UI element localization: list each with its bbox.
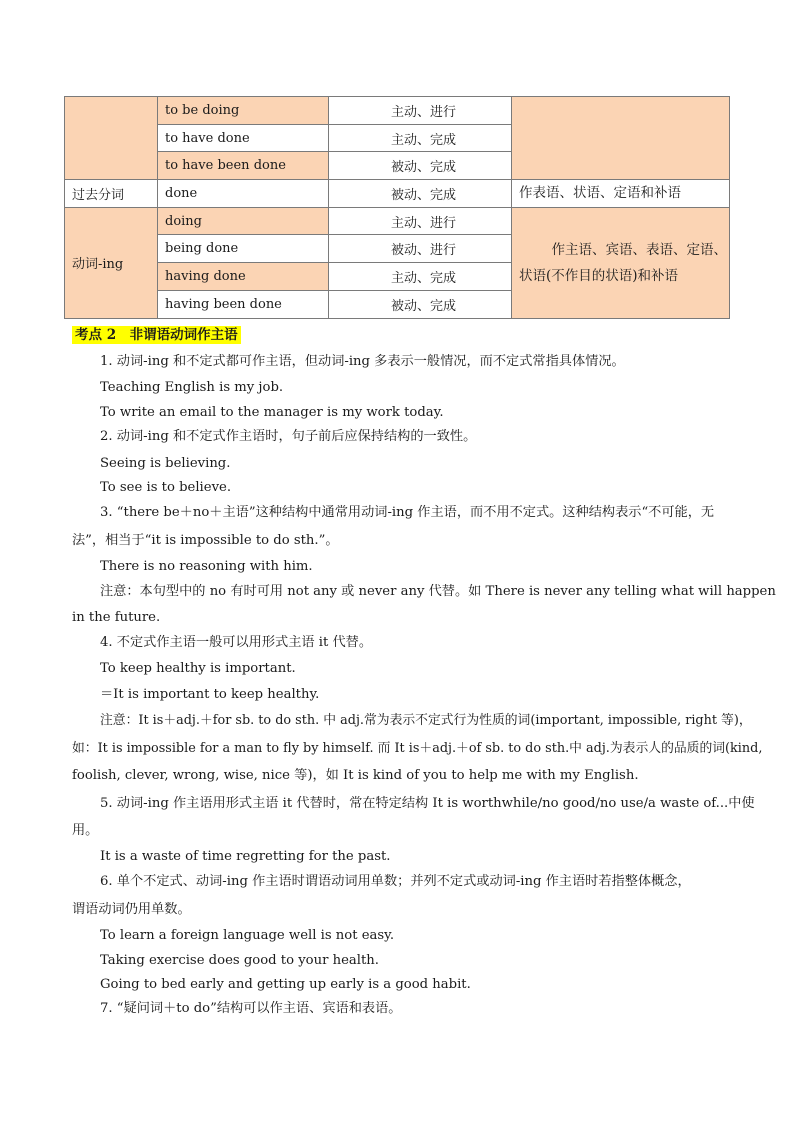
example-sentence: Taking exercise does good to your health.: [100, 953, 379, 968]
example-sentence: There is no reasoning with him.: [100, 559, 313, 574]
type-cell-infinitive: [65, 97, 158, 180]
note-1-continued: in the future.: [72, 610, 161, 625]
rule-4: 4. 不定式作主语一般可以用形式主语 it 代替。: [100, 635, 373, 650]
rule-2: 2. 动词-ing 和不定式作主语时，句子前后应保持结构的一致性。: [100, 429, 477, 444]
meaning-cell: 被动、进行: [329, 235, 512, 263]
type-cell-past-participle: 过去分词: [65, 180, 158, 208]
type-cell-ing: 动词-ing: [65, 207, 158, 318]
example-sentence: Going to bed early and getting up early is a good habit.: [100, 977, 471, 992]
meaning-cell: 被动、完成: [329, 290, 512, 318]
form-cell: to have done: [158, 124, 329, 152]
table-row: [65, 97, 730, 125]
form-cell: to have been done: [158, 152, 329, 180]
example-sentence: To see is to believe.: [100, 480, 232, 495]
meaning-cell: 主动、进行: [329, 97, 512, 125]
rule-7: 7. “疑问词＋to do”结构可以作主语、宾语和表语。: [100, 1001, 402, 1016]
rule-6: 6. 单个不定式、动词-ing 作主语时谓语动词用单数；并列不定式或动词-ing 作主语时若指整体概念，: [100, 874, 691, 889]
rule-5: 5. 动词-ing 作主语用形式主语 it 代替时，常在特定结构 It is worthwhile/no good/no use/a waste of...中使: [100, 796, 755, 811]
note-2: 注意：It is＋adj.＋for sb. to do sth. 中 adj.常为表示不定式行为性质的词(important, impossible, right 等)，: [100, 713, 752, 728]
form-cell: having been done: [158, 290, 329, 318]
form-cell: done: [158, 180, 329, 208]
function-cell-past-participle: 作表语、状语、定语和补语: [512, 180, 730, 208]
form-cell: doing: [158, 207, 329, 235]
meaning-cell: 被动、完成: [329, 180, 512, 208]
nonfinite-verb-table: [64, 96, 730, 319]
rule-6-continued: 谓语动词仍用单数。: [72, 902, 191, 917]
function-cell-ing: [512, 207, 730, 318]
example-sentence: To keep healthy is important.: [100, 661, 296, 676]
form-cell: being done: [158, 235, 329, 263]
table-row: [65, 207, 730, 235]
example-sentence: To learn a foreign language well is not easy.: [100, 928, 395, 943]
meaning-cell: 主动、进行: [329, 207, 512, 235]
example-sentence: Teaching English is my job.: [100, 380, 284, 395]
meaning-cell: 被动、完成: [329, 152, 512, 180]
function-line: 状语(不作目的状语)和补语: [519, 267, 679, 284]
meaning-cell: 主动、完成: [329, 124, 512, 152]
meaning-cell: 主动、完成: [329, 263, 512, 291]
rule-3-continued: 法”，相当于“it is impossible to do sth.”。: [72, 533, 339, 548]
function-line: 作主语、宾语、表语、定语、: [551, 241, 727, 258]
note-2-continued: 如：It is impossible for a man to fly by himself. 而 It is＋adj.＋of sb. to do sth.中 adj.为表示人的品质的词(kind,: [72, 741, 763, 756]
rule-1: 1. 动词-ing 和不定式都可作主语，但动词-ing 多表示一般情况，而不定式常指具体情况。: [100, 354, 625, 369]
form-cell: to be doing: [158, 97, 329, 125]
rule-3: 3. “there be＋no＋主语”这种结构中通常用动词-ing 作主语，而不用不定式。这种结构表示“不可能，无: [100, 505, 715, 520]
form-cell: having done: [158, 263, 329, 291]
table-row: [65, 180, 730, 208]
section-heading: 考点 2 非谓语动词作主语: [72, 326, 241, 344]
example-sentence: Seeing is believing.: [100, 456, 231, 471]
example-sentence: ＝It is important to keep healthy.: [100, 687, 320, 702]
rule-5-continued: 用。: [72, 823, 99, 838]
note-1: 注意：本句型中的 no 有时可用 not any 或 never any 代替。如 There is never any telling what will happen: [100, 584, 776, 599]
example-sentence: It is a waste of time regretting for the past.: [100, 849, 391, 864]
note-2-continued: foolish, clever, wrong, wise, nice 等)，如 It is kind of you to help me with my English.: [72, 768, 639, 783]
example-sentence: To write an email to the manager is my work today.: [100, 405, 444, 420]
function-cell-infinitive: [512, 97, 730, 180]
